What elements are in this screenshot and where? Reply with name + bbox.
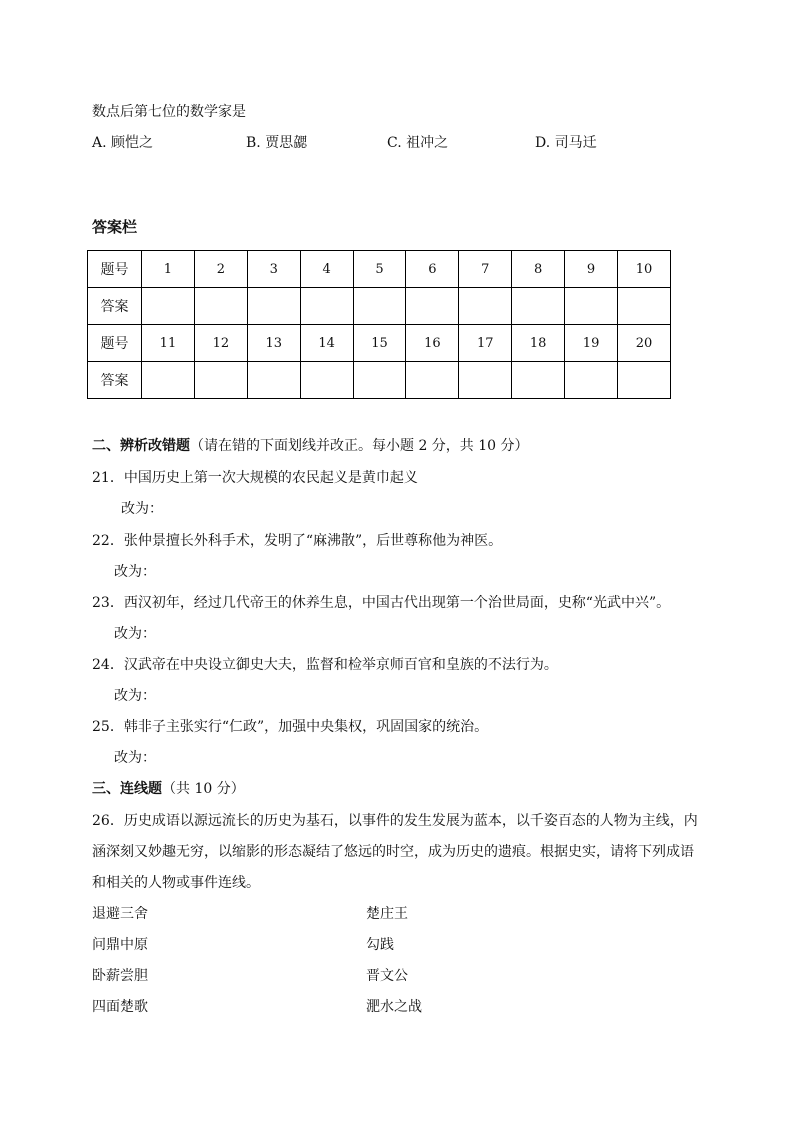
answer-cell[interactable] (406, 362, 459, 399)
section-heading: 三、连线题 (92, 781, 162, 797)
question-number: 14 (300, 325, 353, 362)
question-number: 18 (512, 325, 565, 362)
question-number: 7 (459, 251, 512, 288)
answer-sheet-title: 答案栏 (92, 218, 138, 236)
question-25: 25．韩非子主张实行“仁政”，加强中央集权，巩固国家的统治。 (92, 719, 489, 735)
answer-cell[interactable] (142, 288, 195, 325)
answer-cell[interactable] (565, 288, 618, 325)
answer-cell[interactable] (618, 288, 671, 325)
target-item[interactable]: 晋文公 (366, 968, 408, 984)
answer-cell[interactable] (300, 288, 353, 325)
question-number: 15 (353, 325, 406, 362)
question-text: 数点后第七位的数学家是 (92, 104, 246, 120)
option-c (387, 132, 448, 152)
answer-cell[interactable] (194, 362, 247, 399)
answer-cell[interactable] (459, 288, 512, 325)
correction-label: 改为： (121, 501, 163, 517)
question-21: 21．中国历史上第一次大规模的农民起义是黄巾起义 (92, 470, 418, 486)
answer-cell[interactable] (565, 362, 618, 399)
option-text: 贾思勰 (265, 135, 308, 151)
answer-cell[interactable] (459, 362, 512, 399)
row-label: 答案 (88, 362, 142, 399)
question-number: 11 (142, 325, 195, 362)
question-number: 1 (142, 251, 195, 288)
table-row (88, 251, 671, 288)
answer-table (87, 250, 671, 399)
target-item[interactable]: 淝水之战 (366, 999, 422, 1015)
question-number: 6 (406, 251, 459, 288)
question-number: 10 (618, 251, 671, 288)
question-number: 5 (353, 251, 406, 288)
table-row (88, 362, 671, 399)
table-row (88, 325, 671, 362)
section-note: （共 10 分） (162, 781, 245, 797)
idiom-item[interactable]: 四面楚歌 (92, 999, 148, 1015)
target-item[interactable]: 勾践 (366, 937, 394, 953)
question-26-line: 涵深刻又妙趣无穷，以缩影的形态凝结了悠远的时空，成为历史的遗痕。根据史实，请将下列成语 (92, 844, 694, 860)
question-number: 4 (300, 251, 353, 288)
question-number: 12 (194, 325, 247, 362)
option-b (246, 132, 307, 152)
answer-cell[interactable] (300, 362, 353, 399)
correction-label: 改为： (114, 626, 156, 642)
option-a (92, 132, 153, 152)
question-number: 20 (618, 325, 671, 362)
question-26-line: 和相关的人物或事件连线。 (92, 875, 260, 891)
row-label: 答案 (88, 288, 142, 325)
section-note: （请在错的下面划线并改正。每小题 2 分，共 10 分） (190, 438, 529, 454)
answer-cell[interactable] (618, 362, 671, 399)
target-item[interactable]: 楚庄王 (366, 906, 408, 922)
option-d (535, 132, 597, 152)
question-22: 22．张仲景擅长外科手术，发明了“麻沸散”，后世尊称他为神医。 (92, 533, 503, 549)
answer-cell[interactable] (353, 362, 406, 399)
answer-cell[interactable] (247, 362, 300, 399)
correction-label: 改为： (114, 750, 156, 766)
section3-header (92, 778, 245, 798)
question-number: 13 (247, 325, 300, 362)
question-number: 2 (194, 251, 247, 288)
idiom-item[interactable]: 问鼎中原 (92, 937, 148, 953)
option-letter: C. (387, 135, 402, 151)
option-text: 顾恺之 (111, 135, 154, 151)
question-number: 8 (512, 251, 565, 288)
question-24: 24．汉武帝在中央设立御史大夫，监督和检举京师百官和皇族的不法行为。 (92, 657, 558, 673)
answer-cell[interactable] (247, 288, 300, 325)
option-letter: B. (246, 135, 261, 151)
correction-label: 改为： (114, 688, 156, 704)
idiom-item[interactable]: 卧薪尝胆 (92, 968, 148, 984)
answer-cell[interactable] (512, 362, 565, 399)
table-row (88, 288, 671, 325)
correction-label: 改为： (114, 564, 156, 580)
option-letter: A. (92, 135, 107, 151)
row-label: 题号 (88, 325, 142, 362)
question-number: 17 (459, 325, 512, 362)
question-number: 9 (565, 251, 618, 288)
answer-cell[interactable] (194, 288, 247, 325)
idiom-item[interactable]: 退避三舍 (92, 906, 148, 922)
option-text: 司马迁 (554, 135, 597, 151)
question-number: 3 (247, 251, 300, 288)
section2-header (92, 435, 529, 455)
question-26-line: 26．历史成语以源远流长的历史为基石，以事件的发生发展为蓝本，以千姿百态的人物为主线，内 (92, 813, 698, 829)
question-number: 16 (406, 325, 459, 362)
section-heading: 二、辨析改错题 (92, 438, 190, 454)
answer-cell[interactable] (142, 362, 195, 399)
question-number: 19 (565, 325, 618, 362)
answer-cell[interactable] (512, 288, 565, 325)
question-23: 23．西汉初年，经过几代帝王的休养生息，中国古代出现第一个治世局面，史称“光武中兴”。 (92, 595, 671, 611)
answer-cell[interactable] (353, 288, 406, 325)
row-label: 题号 (88, 251, 142, 288)
option-text: 祖冲之 (406, 135, 449, 151)
option-letter: D. (535, 135, 551, 151)
answer-cell[interactable] (406, 288, 459, 325)
